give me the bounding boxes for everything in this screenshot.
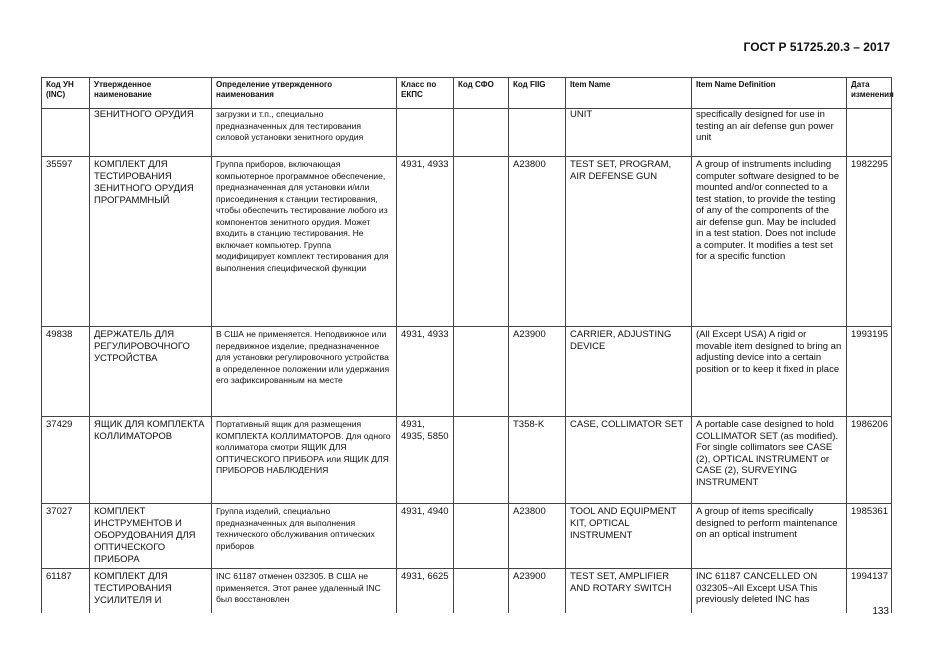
page-number: 133 <box>872 606 889 617</box>
col-header-definition: Определение утвержденного наименования <box>212 78 397 109</box>
table-row <box>42 157 892 327</box>
cell-class: 4931, 6625 <box>397 569 454 613</box>
cell-sfo <box>454 109 509 157</box>
inc-table <box>41 77 892 613</box>
cell-sfo <box>454 417 509 504</box>
cell-fiig: A23900 <box>509 569 566 613</box>
cell-date: 1986206 <box>847 417 892 504</box>
cell-class: 4931, 4940 <box>397 504 454 569</box>
cell-fiig: A23800 <box>509 157 566 327</box>
cell-class: 4931, 4933 <box>397 327 454 417</box>
cell-inc: 37027 <box>42 504 90 569</box>
cell-inc: 61187 <box>42 569 90 613</box>
cell-item-name: UNIT <box>566 109 692 157</box>
cell-fiig: A23900 <box>509 327 566 417</box>
cell-sfo <box>454 569 509 613</box>
cell-inc: 37429 <box>42 417 90 504</box>
col-header-class: Класс по ЕКПС <box>397 78 454 109</box>
col-header-item-name: Item Name <box>566 78 692 109</box>
cell-name: КОМПЛЕКТ ДЛЯ ТЕСТИРОВАНИЯ ЗЕНИТНОГО ОРУДИЯ ПРОГРАММНЫЙ <box>90 157 212 327</box>
cell-name: ЗЕНИТНОГО ОРУДИЯ <box>90 109 212 157</box>
header-row <box>42 78 892 109</box>
standard-designation: ГОСТ Р 51725.20.3 – 2017 <box>743 40 890 54</box>
cell-definition: INC 61187 отменен 032305. В США не применяется. Этот ранее удаленный INC был восстановлен <box>212 569 397 613</box>
cell-name: КОМПЛЕКТ ДЛЯ ТЕСТИРОВАНИЯ УСИЛИТЕЛЯ И <box>90 569 212 613</box>
col-header-sfo: Код СФО <box>454 78 509 109</box>
cell-definition: В США не применяется. Неподвижное или передвижное изделие, предназначенное для установки регулировочного устройства в определенное положении или удержания его зафиксированным на месте <box>212 327 397 417</box>
cell-item-def: A group of instruments including computer software designed to be mounted and/or connected to a test station, to provide the testing of any of the components of the air defense gun. May be included in a test station. Does not include a computer. It modifies a test set for a specific function <box>692 157 847 327</box>
cell-fiig: A23800 <box>509 504 566 569</box>
col-header-inc: Код УН (INC) <box>42 78 90 109</box>
col-header-item-def: Item Name Definition <box>692 78 847 109</box>
cell-item-def: INC 61187 CANCELLED ON 032305~All Except USA This previously deleted INC has <box>692 569 847 613</box>
cell-item-def: A group of items specifically designed to perform maintenance on an optical instrument <box>692 504 847 569</box>
cell-item-def: A portable case designed to hold COLLIMATOR SET (as modified). For single collimators see CASE (2), OPTICAL INSTRUMENT or CASE (2), SURVEYING INSTRUMENT <box>692 417 847 504</box>
cell-date: 1994137 <box>847 569 892 613</box>
cell-item-def: specifically designed for use in testing an air defense gun power unit <box>692 109 847 157</box>
cell-inc <box>42 109 90 157</box>
cell-item-name: TEST SET, AMPLIFIER AND ROTARY SWITCH <box>566 569 692 613</box>
cell-inc: 49838 <box>42 327 90 417</box>
cell-item-name: CASE, COLLIMATOR SET <box>566 417 692 504</box>
cell-date: 1985361 <box>847 504 892 569</box>
cell-definition: Группа изделий, специально предназначенных для выполнения технического обслуживания оптических приборов <box>212 504 397 569</box>
cell-item-name: TOOL AND EQUIPMENT KIT, OPTICAL INSTRUMENT <box>566 504 692 569</box>
cell-name: ДЕРЖАТЕЛЬ ДЛЯ РЕГУЛИРОВОЧНОГО УСТРОЙСТВА <box>90 327 212 417</box>
cell-name: ЯЩИК ДЛЯ КОМПЛЕКТА КОЛЛИМАТОРОВ <box>90 417 212 504</box>
cell-sfo <box>454 327 509 417</box>
cell-sfo <box>454 504 509 569</box>
cell-definition: Группа приборов, включающая компьютерное программное обеспечение, предназначенная для установки и/или присоединения к станции тестирования, чтобы обеспечить тестирование любого из компонентов зенитного орудия. Может входить в станцию тестирования. Не включает компьютер. Группа модифицирует комплект тестирования для выполнения специфической функции <box>212 157 397 327</box>
cell-date: 1982295 <box>847 157 892 327</box>
cell-name: КОМПЛЕКТ ИНСТРУМЕНТОВ И ОБОРУДОВАНИЯ ДЛЯ ОПТИЧЕСКОГО ПРИБОРА <box>90 504 212 569</box>
table-row <box>42 569 892 613</box>
cell-date: 1993195 <box>847 327 892 417</box>
table-row <box>42 504 892 569</box>
cell-date <box>847 109 892 157</box>
cell-sfo <box>454 157 509 327</box>
cell-definition: загрузки и т.п., специально предназначенных для тестирования силовой установки зенитного орудия <box>212 109 397 157</box>
cell-class: 4931, 4935, 5850 <box>397 417 454 504</box>
cell-item-name: CARRIER, ADJUSTING DEVICE <box>566 327 692 417</box>
cell-item-name: TEST SET, PROGRAM, AIR DEFENSE GUN <box>566 157 692 327</box>
table-row <box>42 109 892 157</box>
cell-fiig <box>509 109 566 157</box>
cell-class <box>397 109 454 157</box>
cell-fiig: T358-K <box>509 417 566 504</box>
col-header-fiig: Код FIIG <box>509 78 566 109</box>
table-row <box>42 327 892 417</box>
cell-definition: Портативный ящик для размещения КОМПЛЕКТА КОЛЛИМАТОРОВ. Для одного коллиматора смотри ЯЩИК ДЛЯ ОПТИЧЕСКОГО ПРИБОРА или ЯЩИК ДЛЯ ПРИБОРОВ НАБЛЮДЕНИЯ <box>212 417 397 504</box>
cell-class: 4931, 4933 <box>397 157 454 327</box>
col-header-date: Дата изменения <box>847 78 892 109</box>
col-header-name: Утвержденное наименование <box>90 78 212 109</box>
table-row <box>42 417 892 504</box>
cell-item-def: (All Except USA) A rigid or movable item designed to bring an adjusting device into a certain position or to keep it fixed in place <box>692 327 847 417</box>
cell-inc: 35597 <box>42 157 90 327</box>
